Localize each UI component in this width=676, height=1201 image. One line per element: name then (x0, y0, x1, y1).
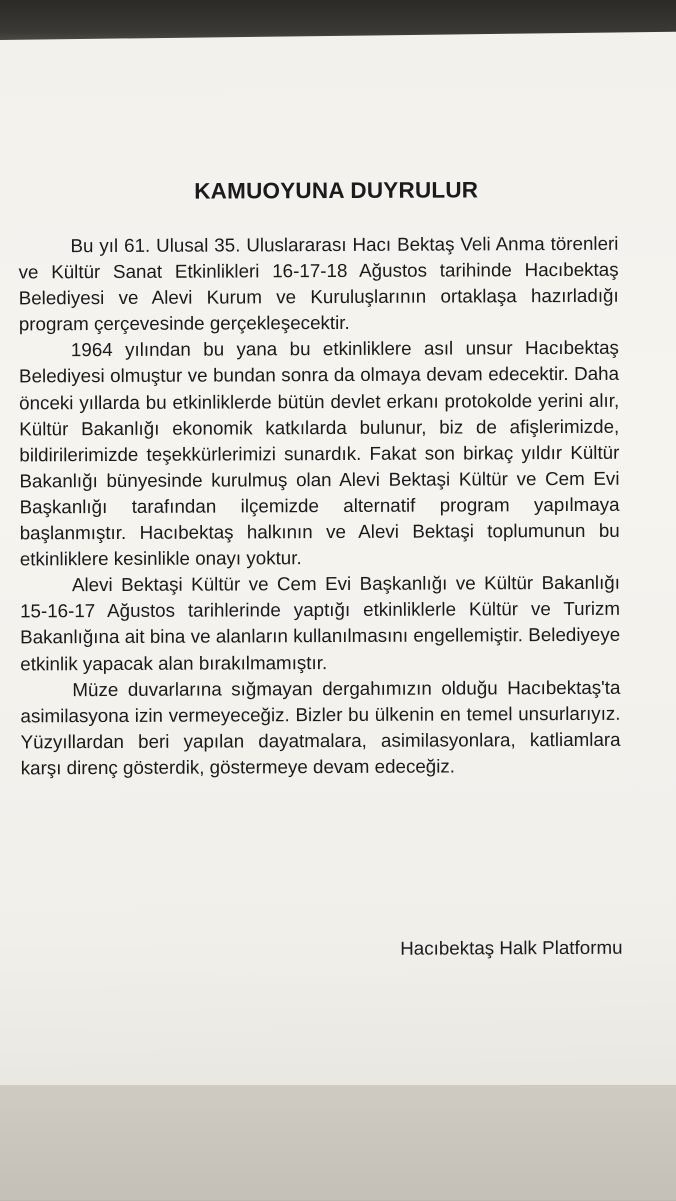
paragraph-1: Bu yıl 61. Ulusal 35. Uluslararası Hacı Bektaş Veli Anma törenleri ve Kültür Sanat Etkinlikleri 16-17-18 Ağustos tarihinde Hacıbektaş Belediyesi ve Alevi Kurum ve Kuruluşlarının ortaklaşa hazırladığı program çerçevesinde gerçekleşecektir. (18, 232, 619, 335)
paragraph-3: Alevi Bektaşi Kültür ve Cem Evi Başkanlığı ve Kültür Bakanlığı 15-16-17 Ağustos tarihlerinde yaptığı etkinliklerle Kültür ve Turizm Bakanlığına ait bina ve alanların kullanılmasını engellemiştir. Belediyeye etkinlik yapacak alan bırakılmamıştır. (20, 571, 621, 674)
signature: Hacıbektaş Halk Platformu (400, 936, 623, 959)
document-title: KAMUOYUNA DUYRULUR (194, 177, 479, 204)
paragraph-2: 1964 yılından bu yana bu etkinliklere asıl unsur Hacıbektaş Belediyesi olmuştur ve bundan sonra da olmaya devam edecektir. Daha önceki yıllarda bu etkinliklerde bütün devlet erkanı protokolde yerini alır, Kültür Bakanlığı ekonomik katkılarda bulunur, biz de afişlerimizde, bildirilerimizde teşekkürlerimizi sunardık. Fakat son birkaç yıldır Kültür Bakanlığı bünyesinde kurulmuş olan Alevi Bektaşi Kültür ve Cem Evi Başkanlığı tarafından ilçemizde alternatif program yapılmaya başlanmıştır. Hacıbektaş halkının ve Alevi Bektaşi toplumunun bu etkinliklere kesinlikle onayı yoktur. (18, 337, 620, 570)
paragraph-4: Müze duvarlarına sığmayan dergahımızın olduğu Hacıbektaş'ta asimilasyona izin vermeyeceğiz. Bizler bu ülkenin en temel unsurlarıyız. Yüzyıllardan beri yapılan dayatmalara, asimilasyonlara, katliamlara karşı direnç gösterdik, göstermeye devam edeceğiz. (20, 676, 621, 779)
document-body (18, 231, 620, 782)
